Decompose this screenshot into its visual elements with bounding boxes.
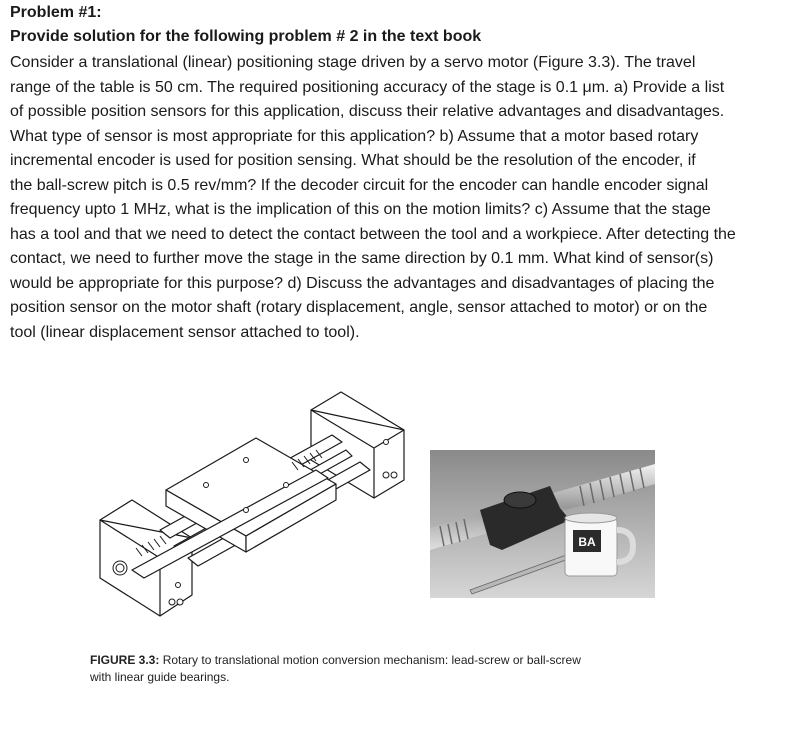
problem-line: the ball-screw pitch is 0.5 rev/mm? If the decoder circuit for the encoder can handle encoder signal (10, 176, 709, 194)
mug-logo: BA (578, 535, 596, 549)
problem-statement (10, 51, 800, 345)
problem-line: range of the table is 50 cm. The required positioning accuracy of the stage is 0.1 μm. a) Provide a list (10, 78, 725, 96)
problem-subtitle: Provide solution for the following problem # 2 in the text book (10, 28, 482, 45)
problem-line: Consider a translational (linear) positioning stage driven by a servo motor (Figure 3.3). The travel (10, 54, 696, 71)
ball-screw-photo (430, 450, 655, 598)
problem-line: incremental encoder is used for position sensing. What should be the resolution of the encoder, if (10, 152, 696, 169)
problem-line: would be appropriate for this purpose? d) Discuss the advantages and disadvantages of placing the (10, 274, 715, 292)
problem-line: contact, we need to further move the stage in the same direction by 0.1 mm. What kind of sensor(s) (10, 250, 714, 267)
problem-line: What type of sensor is most appropriate for this application? b) Assume that a motor based rotary (10, 127, 699, 145)
figure-caption (90, 652, 690, 686)
problem-line: has a tool and that we need to detect the contact between the tool and a workpiece. After detecting the (10, 225, 736, 243)
problem-line: position sensor on the motor shaft (rotary displacement, angle, sensor attached to motor) or on the (10, 299, 708, 316)
problem-title: Problem #1: (10, 4, 102, 21)
problem-line: tool (linear displacement sensor attached to tool). (10, 323, 360, 341)
figure-caption-line2: with linear guide bearings. (90, 670, 230, 684)
problem-line: of possible position sensors for this application, discuss their relative advantages and disadvantages. (10, 103, 725, 120)
positioning-stage-drawing (96, 380, 408, 648)
figure-label: FIGURE 3.3: (90, 653, 160, 667)
problem-line: frequency upto 1 MHz, what is the implication of this on the motion limits? c) Assume that the stage (10, 201, 711, 218)
figure-caption-line1: Rotary to translational motion conversion mechanism: lead-screw or ball-screw (159, 653, 581, 667)
